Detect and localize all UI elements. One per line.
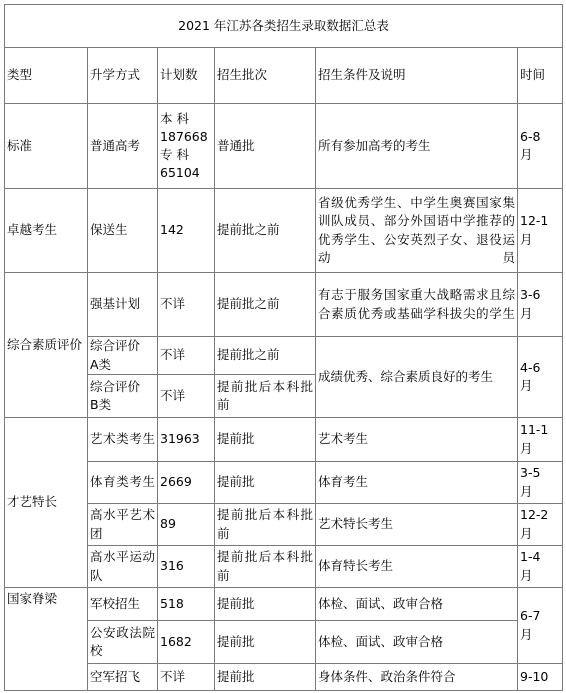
table-row: [5, 273, 563, 337]
header-cell-batch: 招生批次: [215, 48, 316, 104]
plan-cell: 不详: [158, 337, 215, 375]
method-cell: 空军招飞: [88, 664, 158, 691]
table-row: [5, 621, 563, 664]
batch-cell: 提前批之前: [215, 337, 316, 375]
batch-cell: 提前批之前: [215, 273, 316, 337]
plan-cell: 不详: [158, 375, 215, 418]
conditions-cell: 体检、面试、政审合格: [316, 588, 518, 621]
conditions-cell: 艺术特长考生: [316, 504, 518, 546]
type-cell: 才艺特长: [5, 418, 88, 588]
plan-cell: 1682: [158, 621, 215, 664]
method-cell: 艺术类考生: [88, 418, 158, 462]
batch-cell: 提前批后本科批前: [215, 375, 316, 418]
plan-cell: 142: [158, 189, 215, 273]
table-row: [5, 664, 563, 691]
batch-cell: 提前批: [215, 418, 316, 462]
plan-cell: 2669: [158, 462, 215, 504]
conditions-cell: 体育考生: [316, 462, 518, 504]
method-cell: 高水平艺术团: [88, 504, 158, 546]
plan-cell: 不详: [158, 273, 215, 337]
plan-cell: 316: [158, 546, 215, 588]
type-cell: 综合素质评价: [5, 273, 88, 418]
conditions-cell: 体检、面试、政审合格: [316, 621, 518, 664]
header-cell-time: 时间: [518, 48, 563, 104]
time-cell: 12-1 月: [518, 189, 563, 273]
batch-cell: 提前批之前: [215, 189, 316, 273]
method-cell: 军校招生: [88, 588, 158, 621]
method-cell: 高水平运动队: [88, 546, 158, 588]
batch-cell: 提前批: [215, 462, 316, 504]
method-cell: 强基计划: [88, 273, 158, 337]
conditions-cell: 所有参加高考的考生: [316, 104, 518, 189]
table-row: [5, 504, 563, 546]
time-cell: 12-2 月: [518, 504, 563, 546]
table-row: [5, 418, 563, 462]
time-cell: 3-5 月: [518, 462, 563, 504]
batch-cell: 普通批: [215, 104, 316, 189]
header-row: [5, 48, 563, 104]
admission-summary-table: [4, 4, 563, 691]
batch-cell: 提前批后本科批前: [215, 504, 316, 546]
header-cell-method: 升学方式: [88, 48, 158, 104]
conditions-cell: 有志于服务国家重大战略需求且综合素质优秀或基础学科拔尖的学生: [316, 273, 518, 337]
batch-cell: 提前批后本科批前: [215, 546, 316, 588]
table-row: [5, 546, 563, 588]
plan-cell: 518: [158, 588, 215, 621]
header-cell-conditions: 招生条件及说明: [316, 48, 518, 104]
table-row: [5, 104, 563, 189]
header-cell-plan: 计划数: [158, 48, 215, 104]
method-cell: 综合评价 A类: [88, 337, 158, 375]
table-title: 2021 年江苏各类招生录取数据汇总表: [5, 5, 563, 48]
time-cell: 4-6 月: [518, 337, 563, 418]
plan-cell: 31963: [158, 418, 215, 462]
conditions-cell: 省级优秀学生、中学生奥赛国家集训队成员、部分外国语中学推荐的优秀学生、公安英烈子女、退役运动员: [316, 189, 518, 273]
method-cell: 公安政法院校: [88, 621, 158, 664]
method-cell: 普通高考: [88, 104, 158, 189]
table-row: [5, 462, 563, 504]
conditions-cell: 艺术考生: [316, 418, 518, 462]
time-cell: 3-6 月: [518, 273, 563, 337]
method-cell: 体育类考生: [88, 462, 158, 504]
method-cell: 保送生: [88, 189, 158, 273]
header-cell-type: 类型: [5, 48, 88, 104]
time-cell: 1-4 月: [518, 546, 563, 588]
time-cell: 9-10: [518, 664, 563, 691]
type-cell: 卓越考生: [5, 189, 88, 273]
title-row: [5, 5, 563, 48]
conditions-cell: 成绩优秀、综合素质良好的考生: [316, 337, 518, 418]
conditions-cell: 身体条件、政治条件符合: [316, 664, 518, 691]
batch-cell: 提前批: [215, 664, 316, 691]
type-cell: 国家脊梁: [5, 588, 88, 691]
table-row: [5, 189, 563, 273]
method-cell: 综合评价 B类: [88, 375, 158, 418]
time-cell: 6-7 月: [518, 588, 563, 664]
table-row: [5, 588, 563, 621]
time-cell: 6-8 月: [518, 104, 563, 189]
plan-cell: 89: [158, 504, 215, 546]
plan-cell: 本 科 187668 专 科 65104: [158, 104, 215, 189]
batch-cell: 提前批: [215, 588, 316, 621]
plan-cell: 不详: [158, 664, 215, 691]
time-cell: 11-1 月: [518, 418, 563, 462]
conditions-cell: 体育特长考生: [316, 546, 518, 588]
batch-cell: 提前批: [215, 621, 316, 664]
type-cell: 标准: [5, 104, 88, 189]
table-row: [5, 337, 563, 375]
